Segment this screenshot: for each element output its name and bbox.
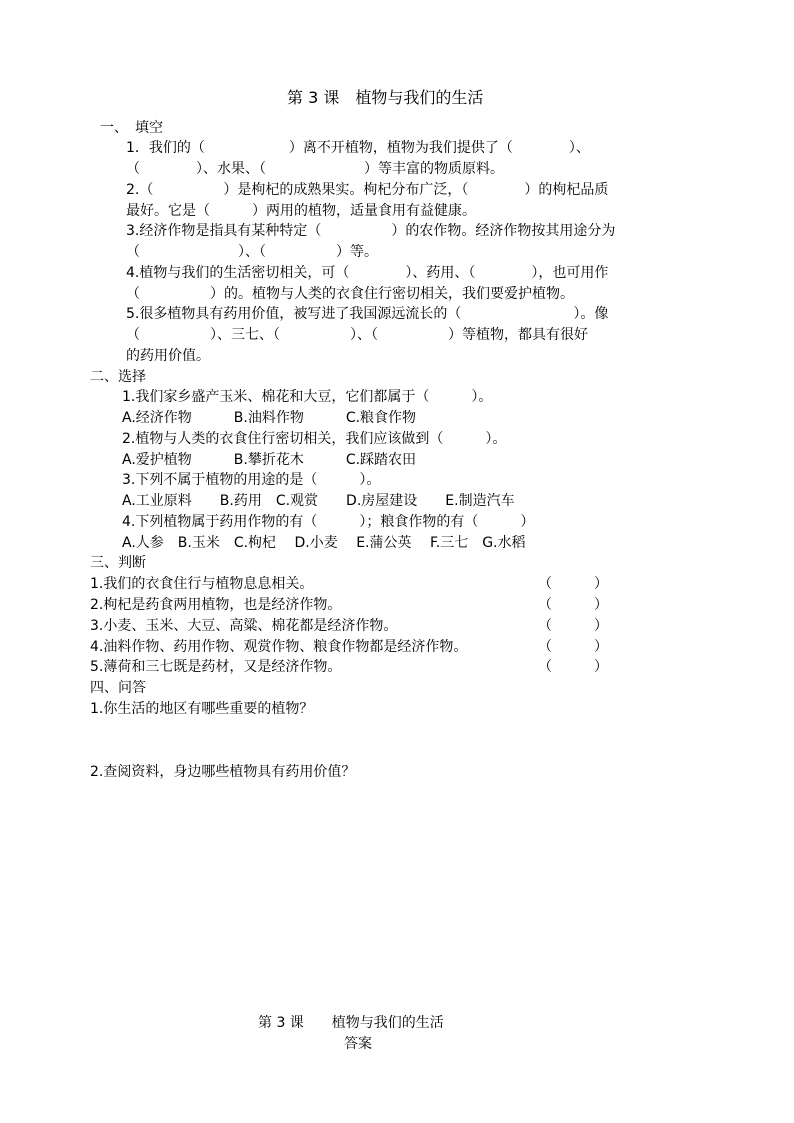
judge-answer-blank: （ ） (538, 618, 608, 634)
choice-line: A.爱护植物 B.攀折花木 C.踩踏农田 (122, 452, 417, 468)
judge-answer-blank: （ ） (538, 597, 608, 613)
choice-line: 1.我们家乡盛产玉米、棉花和大豆，它们都属于（ ）。 (122, 389, 493, 405)
judge-item: 3.小麦、玉米、大豆、高粱、棉花都是经济作物。 (90, 618, 398, 634)
judge-answer-blank: （ ） (538, 639, 608, 655)
judge-item: 2.枸杞是药食两用植物，也是经济作物。 (90, 597, 342, 613)
choice-line: A.工业原料 B.药用 C.观赏 D.房屋建设 E.制造汽车 (122, 493, 515, 509)
fill-line: （ ）、（ ）等。 (126, 244, 378, 260)
fill-line: 5.很多植物具有药用价值，被写进了我国源远流长的（ ）。像 (126, 306, 609, 322)
judge-item: 4.油料作物、药用作物、观赏作物、粮食作物都是经济作物。 (90, 639, 468, 655)
section-heading-choice: 二、选择 (90, 369, 146, 385)
choice-line: 4.下列植物属于药用作物的有（ ）；粮食作物的有（ ） (122, 514, 535, 530)
qa-question: 2.查阅资料，身边哪些植物具有药用价值？ (90, 764, 356, 780)
judge-answer-blank: （ ） (538, 576, 608, 592)
fill-line: 最好。它是（ ）两用的植物，适量食用有益健康。 (126, 203, 476, 219)
fill-line: 3.经济作物是指具有某种特定（ ）的农作物。经济作物按其用途分为 (126, 223, 616, 239)
judge-item: 5.薄荷和三七既是药材，又是经济作物。 (90, 659, 342, 675)
fill-line: 的药用价值。 (126, 348, 210, 364)
fill-line: 2.（ ）是枸杞的成熟果实。枸杞分布广泛，（ ）的枸杞品质 (126, 182, 609, 198)
choice-line: A.经济作物 B.油料作物 C.粮食作物 (122, 410, 417, 426)
fill-line: 4.植物与我们的生活密切相关，可（ ）、药用、（ ），也可用作 (126, 265, 609, 281)
page-title: 第 3 课 植物与我们的生活 (287, 88, 484, 107)
qa-question: 1.你生活的地区有哪些重要的植物？ (90, 701, 314, 717)
fill-line: （ ）、三七、（ ）、（ ）等植物，都具有很好 (126, 327, 588, 343)
fill-line: （ ）的。植物与人类的衣食住行密切相关，我们要爱护植物。 (126, 286, 574, 302)
choice-line: 3.下列不属于植物的用途的是（ ）。 (122, 472, 381, 488)
judge-item: 1.我们的衣食住行与植物息息相关。 (90, 576, 314, 592)
answer-label: 答案 (344, 1036, 372, 1052)
choice-line: 2.植物与人类的衣食住行密切相关，我们应该做到（ ）。 (122, 431, 507, 447)
answer-title: 第 3 课 植物与我们的生活 (258, 1015, 444, 1031)
fill-line: （ ）、水果、（ ）等丰富的物质原料。 (126, 161, 504, 177)
section-heading-qa: 四、问答 (90, 680, 146, 696)
choice-line: A.人参 B.玉米 C.枸杞 D.小麦 E.蒲公英 F.三七 G.水稻 (122, 535, 526, 551)
fill-line: 1．我们的（ ）离不开植物，植物为我们提供了（ ）、 (126, 140, 590, 156)
section-heading-fill: 一、 填空 (100, 120, 163, 136)
judge-answer-blank: （ ） (538, 659, 608, 675)
section-heading-judge: 三、判断 (90, 555, 146, 571)
